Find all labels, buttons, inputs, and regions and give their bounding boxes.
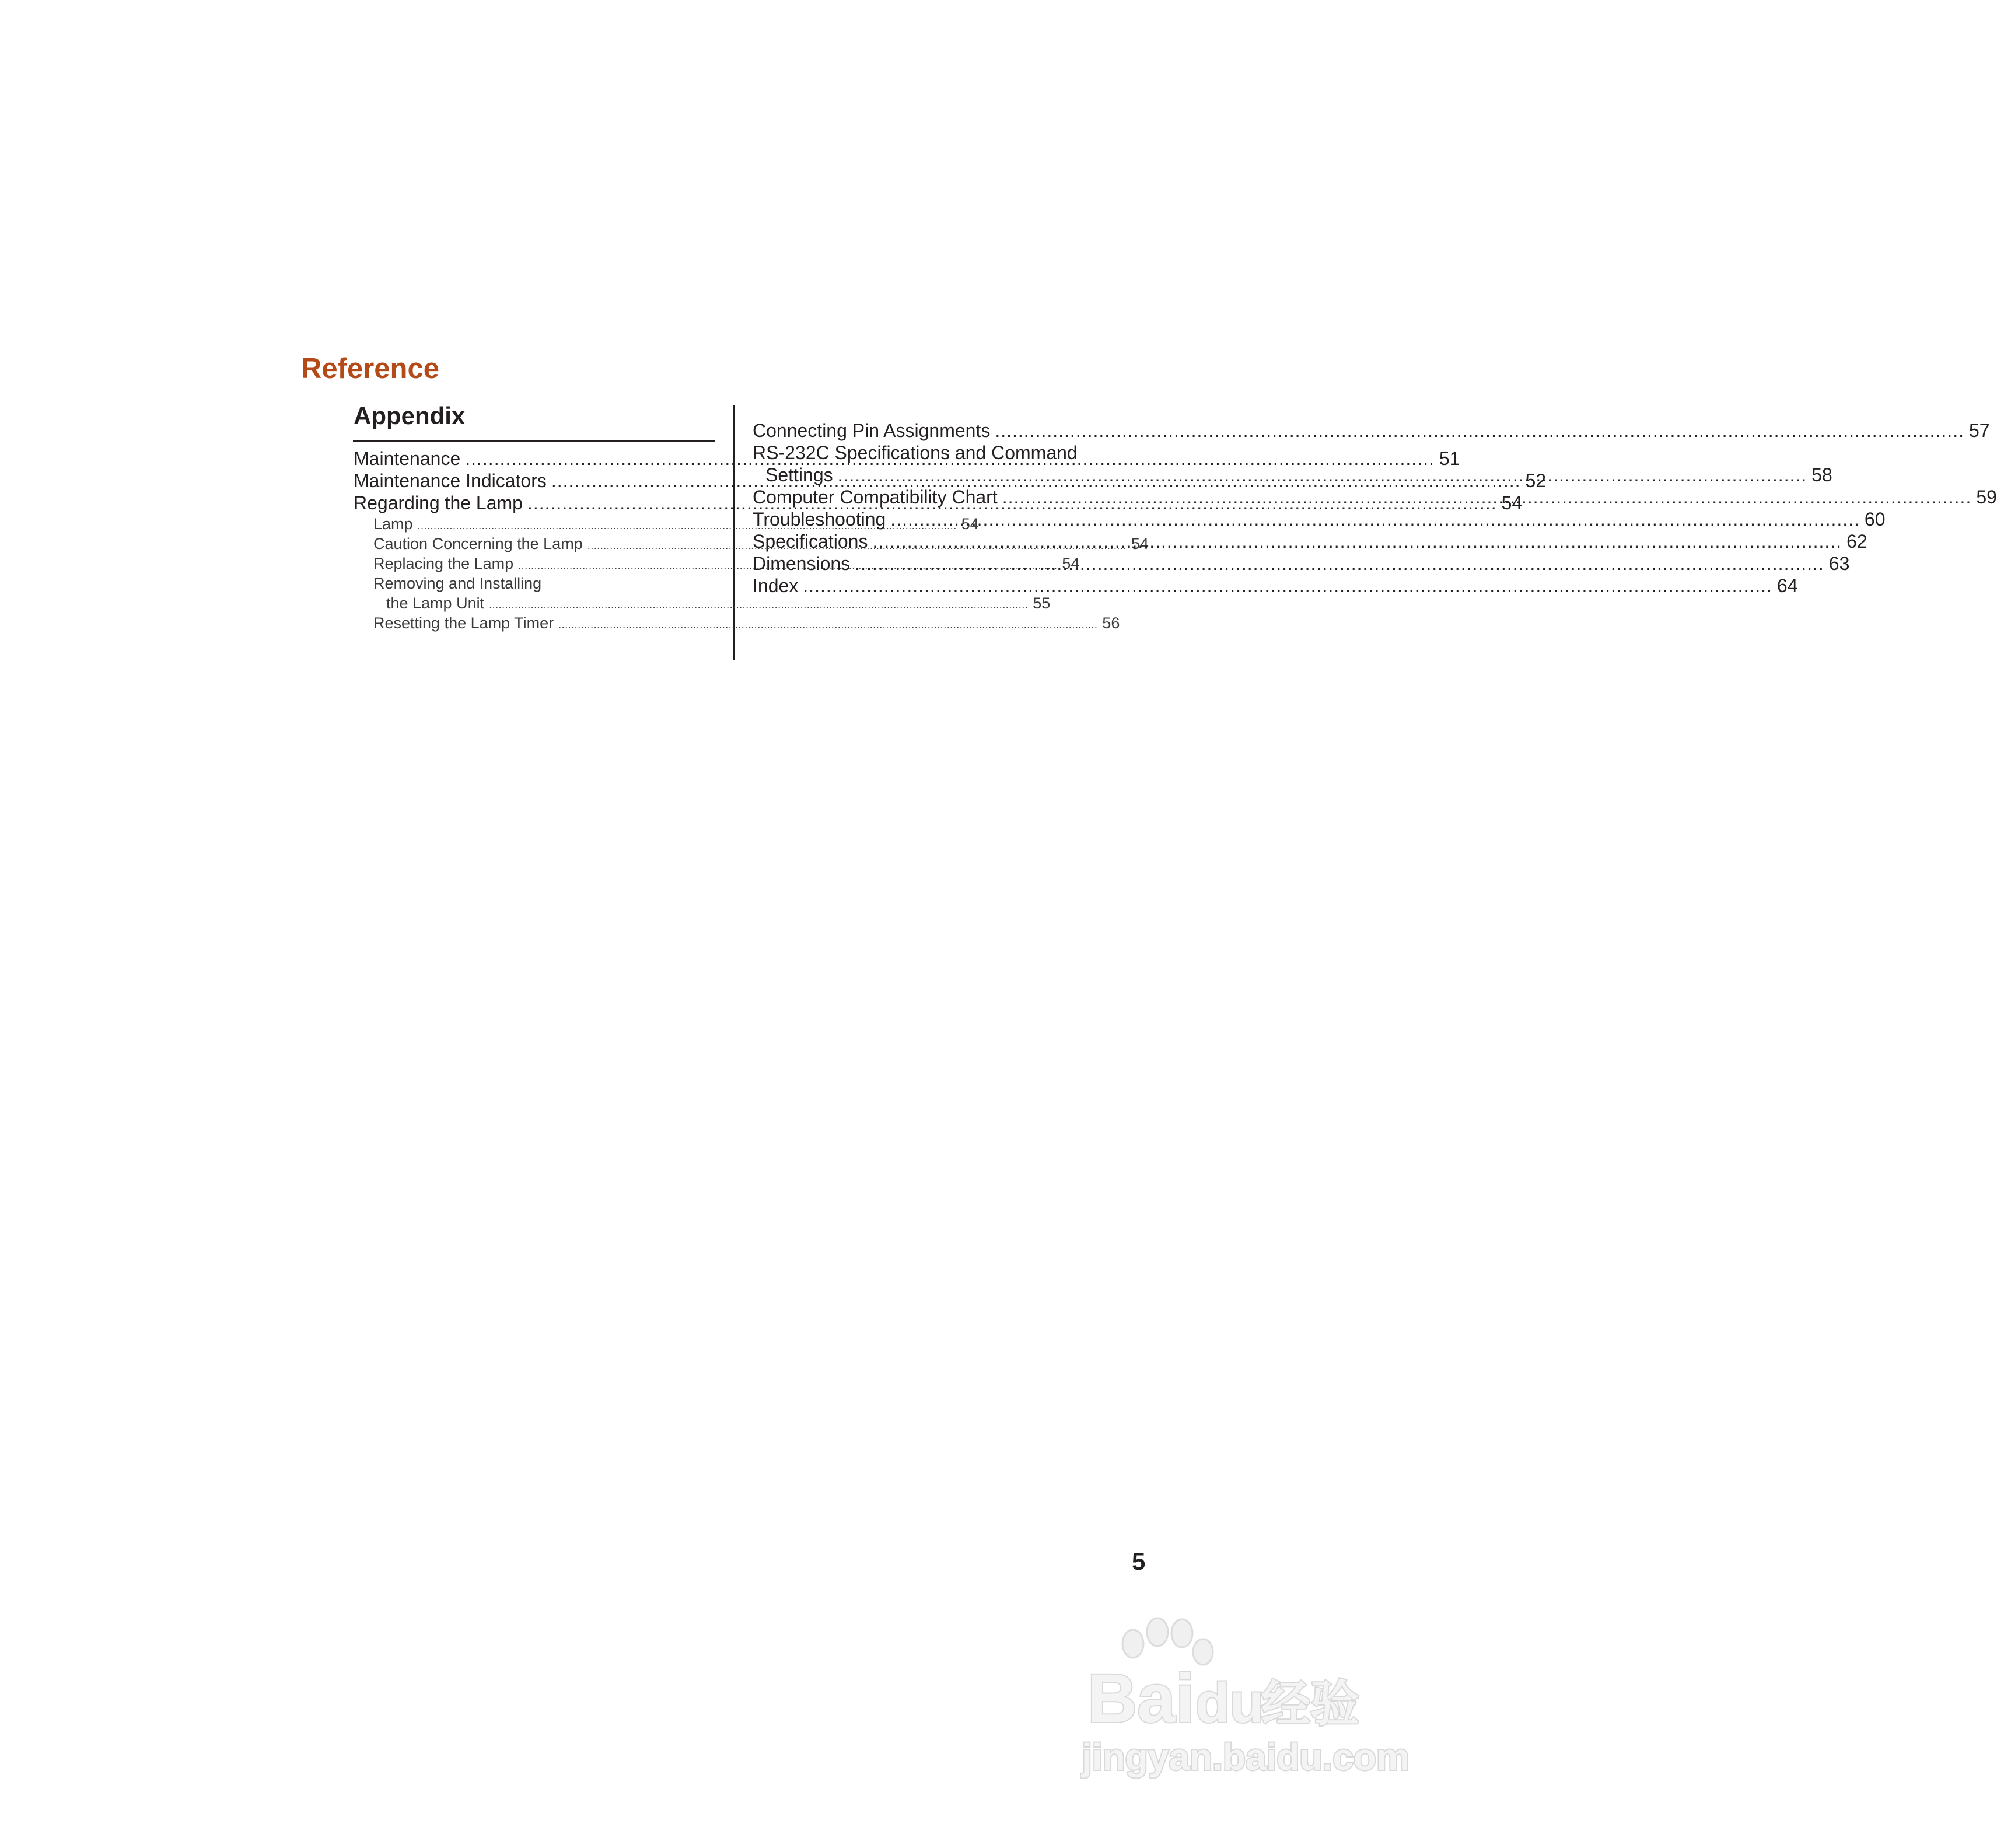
toc-entry-label: Regarding the Lamp	[354, 492, 523, 513]
toc-entry-page: 56	[1102, 614, 1120, 632]
dot-leader	[872, 530, 1842, 552]
dot-leader	[1002, 486, 1972, 508]
toc-entry-label: Dimensions	[753, 553, 851, 574]
appendix-underline	[353, 440, 715, 442]
watermark-brand-du: du	[1195, 1672, 1264, 1734]
toc-entry-troubleshooting[interactable]	[753, 508, 1886, 530]
toc-entry-label: Maintenance	[354, 448, 461, 469]
toc-subentry-the-lamp-unit[interactable]	[354, 593, 1051, 613]
toc-entry-page: 60	[1864, 509, 1886, 530]
toc-entry-label: Replacing the Lamp	[373, 555, 514, 572]
watermark-cn: 经验	[1261, 1675, 1360, 1732]
toc-subentry-removing-and-installing[interactable]	[354, 573, 714, 593]
dot-leader	[803, 575, 1772, 597]
toc-entry-label: Settings	[765, 464, 833, 485]
dot-leader	[558, 615, 1097, 635]
baidu-jingyan-watermark	[1000, 1617, 1410, 1792]
toc-entry-rs232c-specifications[interactable]	[753, 442, 1113, 464]
toc-entry-page: 59	[1976, 487, 1997, 508]
toc-entry-page: 51	[1439, 448, 1460, 469]
dot-leader	[995, 419, 1964, 442]
toc-entry-page: 62	[1846, 531, 1867, 552]
watermark-url: jingyan.baidu.com	[1082, 1736, 1410, 1778]
toc-entry-label: Removing and Installing	[373, 575, 542, 592]
watermark-brand: Bai	[1087, 1660, 1195, 1737]
toc-entry-page: 55	[1033, 594, 1051, 612]
toc-entry-index[interactable]	[753, 575, 1798, 597]
toc-entry-label: RS-232C Specifications and Command	[753, 442, 1078, 463]
toc-entry-label: Lamp	[373, 515, 413, 533]
toc-entry-label: the Lamp Unit	[386, 594, 485, 612]
toc-entry-label: Computer Compatibility Chart	[753, 487, 998, 508]
toc-entry-label: Connecting Pin Assignments	[753, 420, 991, 441]
toc-entry-page: 54	[1131, 535, 1149, 552]
dot-leader	[890, 508, 1860, 530]
section-title: Reference	[301, 353, 439, 384]
toc-entry-label: Caution Concerning the Lamp	[373, 535, 583, 552]
toc-entry-page: 52	[1525, 470, 1547, 491]
toc-entry-dimensions[interactable]	[753, 552, 1850, 575]
toc-entry-label: Index	[753, 575, 799, 596]
toc-entry-page: 57	[1968, 420, 1990, 441]
page-number: 5	[1132, 1548, 1146, 1575]
toc-entry-label: Resetting the Lamp Timer	[373, 614, 554, 632]
dot-leader	[838, 464, 1807, 486]
paw-icon	[1122, 1618, 1213, 1665]
toc-entry-connecting-pin-assignments[interactable]	[753, 419, 1990, 442]
toc-entry-page: 54	[1062, 555, 1080, 572]
toc-entry-page: 54	[1501, 492, 1523, 513]
dot-leader	[855, 552, 1824, 575]
toc-entry-page: 54	[961, 515, 979, 533]
toc-subentry-resetting-the-lamp-timer[interactable]	[354, 613, 1120, 633]
toc-entry-page: 63	[1828, 553, 1850, 574]
toc-entry-label: Specifications	[753, 531, 868, 552]
dot-leader	[489, 595, 1028, 615]
toc-entry-label: Maintenance Indicators	[354, 470, 547, 491]
toc-entry-label: Troubleshooting	[753, 509, 886, 530]
appendix-title: Appendix	[354, 402, 466, 429]
toc-entry-page: 64	[1776, 575, 1798, 596]
toc-entry-page: 58	[1811, 464, 1832, 485]
